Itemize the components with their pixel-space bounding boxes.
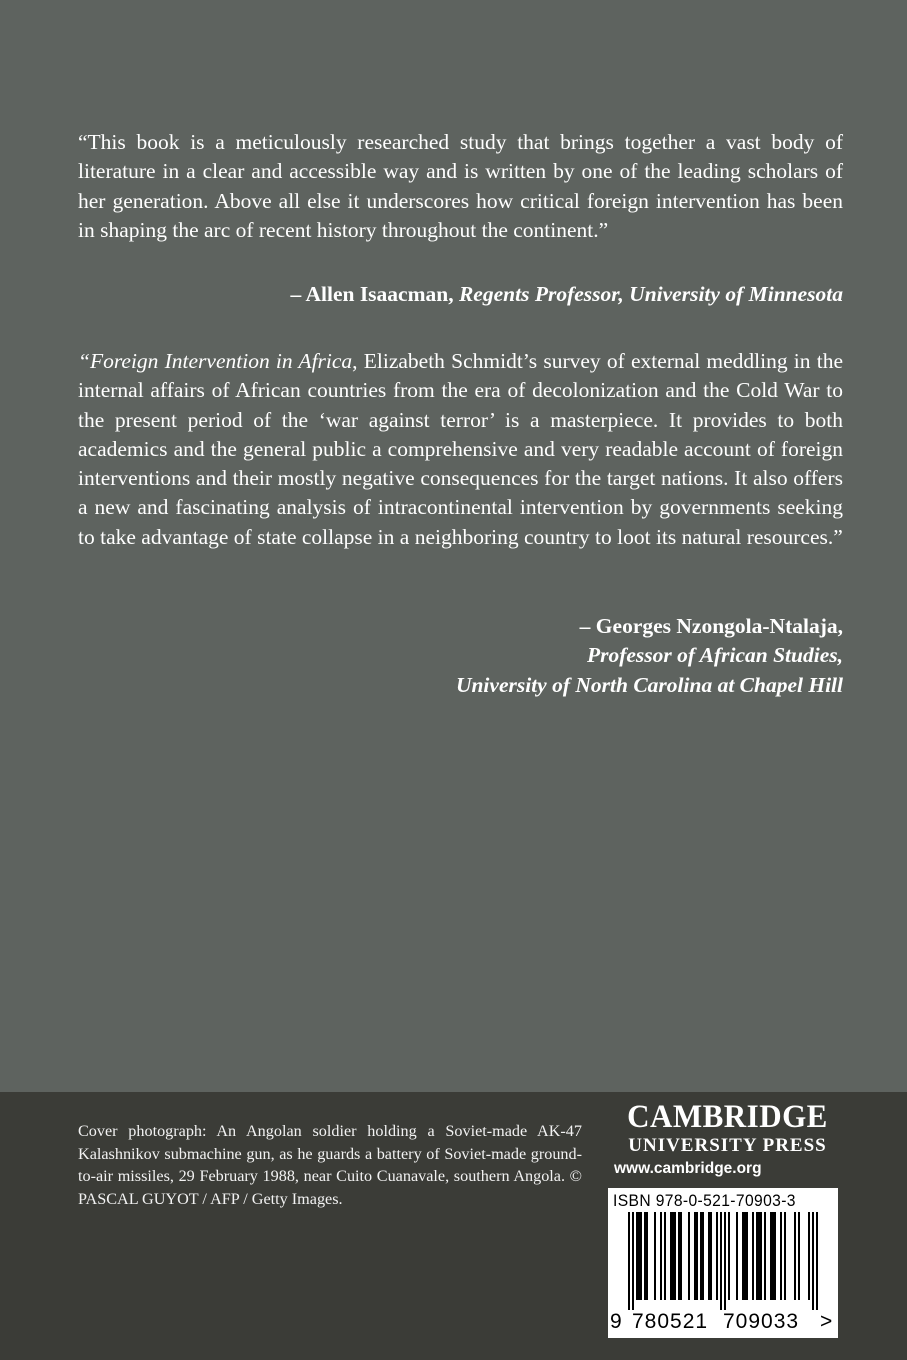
barcode-bar: [752, 1212, 754, 1300]
barcode-bar: [816, 1212, 818, 1310]
barcode-bar: [628, 1212, 630, 1310]
barcode-bar: [696, 1212, 698, 1300]
publisher-name: CAMBRIDGE: [627, 1099, 828, 1135]
barcode-bar: [756, 1212, 758, 1300]
barcode-bar: [640, 1212, 642, 1300]
barcode-bar: [772, 1212, 774, 1300]
publisher-url: www.cambridge.org: [614, 1160, 762, 1177]
barcode-bar: [702, 1212, 704, 1300]
barcode-bar: [672, 1212, 674, 1300]
barcode-bar: [780, 1212, 782, 1300]
barcode-bar: [808, 1212, 810, 1300]
barcode-bar: [678, 1212, 680, 1300]
barcode-bar: [636, 1212, 638, 1300]
barcode-bar: [812, 1212, 814, 1310]
barcode-bar: [664, 1212, 666, 1300]
endorsement-1-author: – Allen Isaacman,: [290, 282, 454, 306]
barcode-bar: [632, 1212, 634, 1310]
publisher-subname: UNIVERSITY PRESS: [628, 1135, 827, 1156]
barcode-bar: [742, 1212, 744, 1300]
barcode-bar: [770, 1212, 772, 1300]
barcode-bar: [724, 1212, 726, 1310]
endorsement-quote-1-text: “This book is a meticulously researched study that brings together a vast body of literature in a clear and accessible way and is written by one of the leading scholars of her generation. Above all else it underscores how critical foreign intervention has been in shaping the arc of recent history throughout the continent.”: [78, 130, 843, 242]
barcode-bar: [764, 1212, 766, 1300]
barcode-bar: [660, 1212, 662, 1300]
endorsement-quote-1: [78, 128, 843, 245]
barcode-bar: [746, 1212, 748, 1300]
barcode-bar: [670, 1212, 672, 1300]
publisher-logo: [612, 1099, 843, 1181]
endorsement-2-affiliation-line2: University of North Carolina at Chapel Hill: [455, 672, 843, 697]
barcode-bar: [688, 1212, 690, 1300]
endorsement-2-attribution: [456, 612, 843, 700]
barcode-bar: [760, 1212, 762, 1300]
endorsement-quote-2-book-title: “Foreign Intervention in Africa: [78, 349, 353, 373]
barcode-bar: [744, 1212, 746, 1300]
barcode-digit-first: 9: [610, 1310, 623, 1333]
isbn-barcode: [608, 1188, 838, 1338]
cover-photo-credit: Cover photograph: An Angolan soldier holding a Soviet-made AK-47 Kalashnikov submachine gun, as he guards a battery of Soviet-made ground-to-air missiles, 29 February 1988, near Cuito Cuanavale, southern Angola. © PASCAL GUYOT / AFP / Getty Images.: [78, 1122, 582, 1208]
barcode-bar: [784, 1212, 786, 1300]
barcode-digit-group2: 709033: [723, 1310, 800, 1333]
barcode-bar: [710, 1212, 712, 1300]
barcode-digit-group1: 780521: [632, 1310, 709, 1333]
barcode-bar: [798, 1212, 800, 1300]
barcode-digits: [610, 1309, 838, 1335]
endorsement-1-attribution: [291, 280, 843, 309]
barcode-bar: [774, 1212, 776, 1300]
barcode-bars: [608, 1212, 838, 1310]
barcode-bar: [720, 1212, 722, 1310]
endorsement-1-affiliation: Regents Professor, University of Minnesota: [458, 282, 843, 306]
barcode-bar: [716, 1212, 718, 1300]
barcode-bar: [736, 1212, 738, 1300]
barcode-bar: [694, 1212, 696, 1300]
barcode-bar: [646, 1212, 648, 1300]
barcode-bar: [708, 1212, 710, 1300]
barcode-bar: [644, 1212, 646, 1300]
barcode-bar: [794, 1212, 796, 1300]
barcode-bar: [700, 1212, 702, 1300]
barcode-arrow: >: [820, 1310, 834, 1333]
barcode-bar: [758, 1212, 760, 1300]
barcode-bar: [728, 1212, 730, 1300]
endorsement-2-author: – Georges Nzongola-Ntalaja,: [579, 614, 843, 638]
isbn-label: ISBN 978-0-521-70903-3: [613, 1191, 796, 1210]
endorsement-2-affiliation-line1: Professor of African Studies,: [586, 643, 843, 668]
endorsement-quote-2-text: , Elizabeth Schmidt’s survey of external meddling in the internal affairs of African countries from the era of decolonization and the Cold War to the present period of the ‘war against terror’ is a masterpiece. It provides to both academics and the general public a comprehensive and very readable account of foreign interventions and their mostly negative consequences for the target nations. It also offers a new and fascinating analysis of intracontinental intervention by governments seeking to take advantage of state collapse in a neighboring country to loot its natural resources.”: [78, 349, 843, 549]
endorsement-quote-2: [78, 347, 843, 552]
barcode-bar: [638, 1212, 640, 1300]
barcode-bar: [654, 1212, 656, 1300]
barcode-bar: [674, 1212, 676, 1300]
barcode-bar: [680, 1212, 682, 1300]
